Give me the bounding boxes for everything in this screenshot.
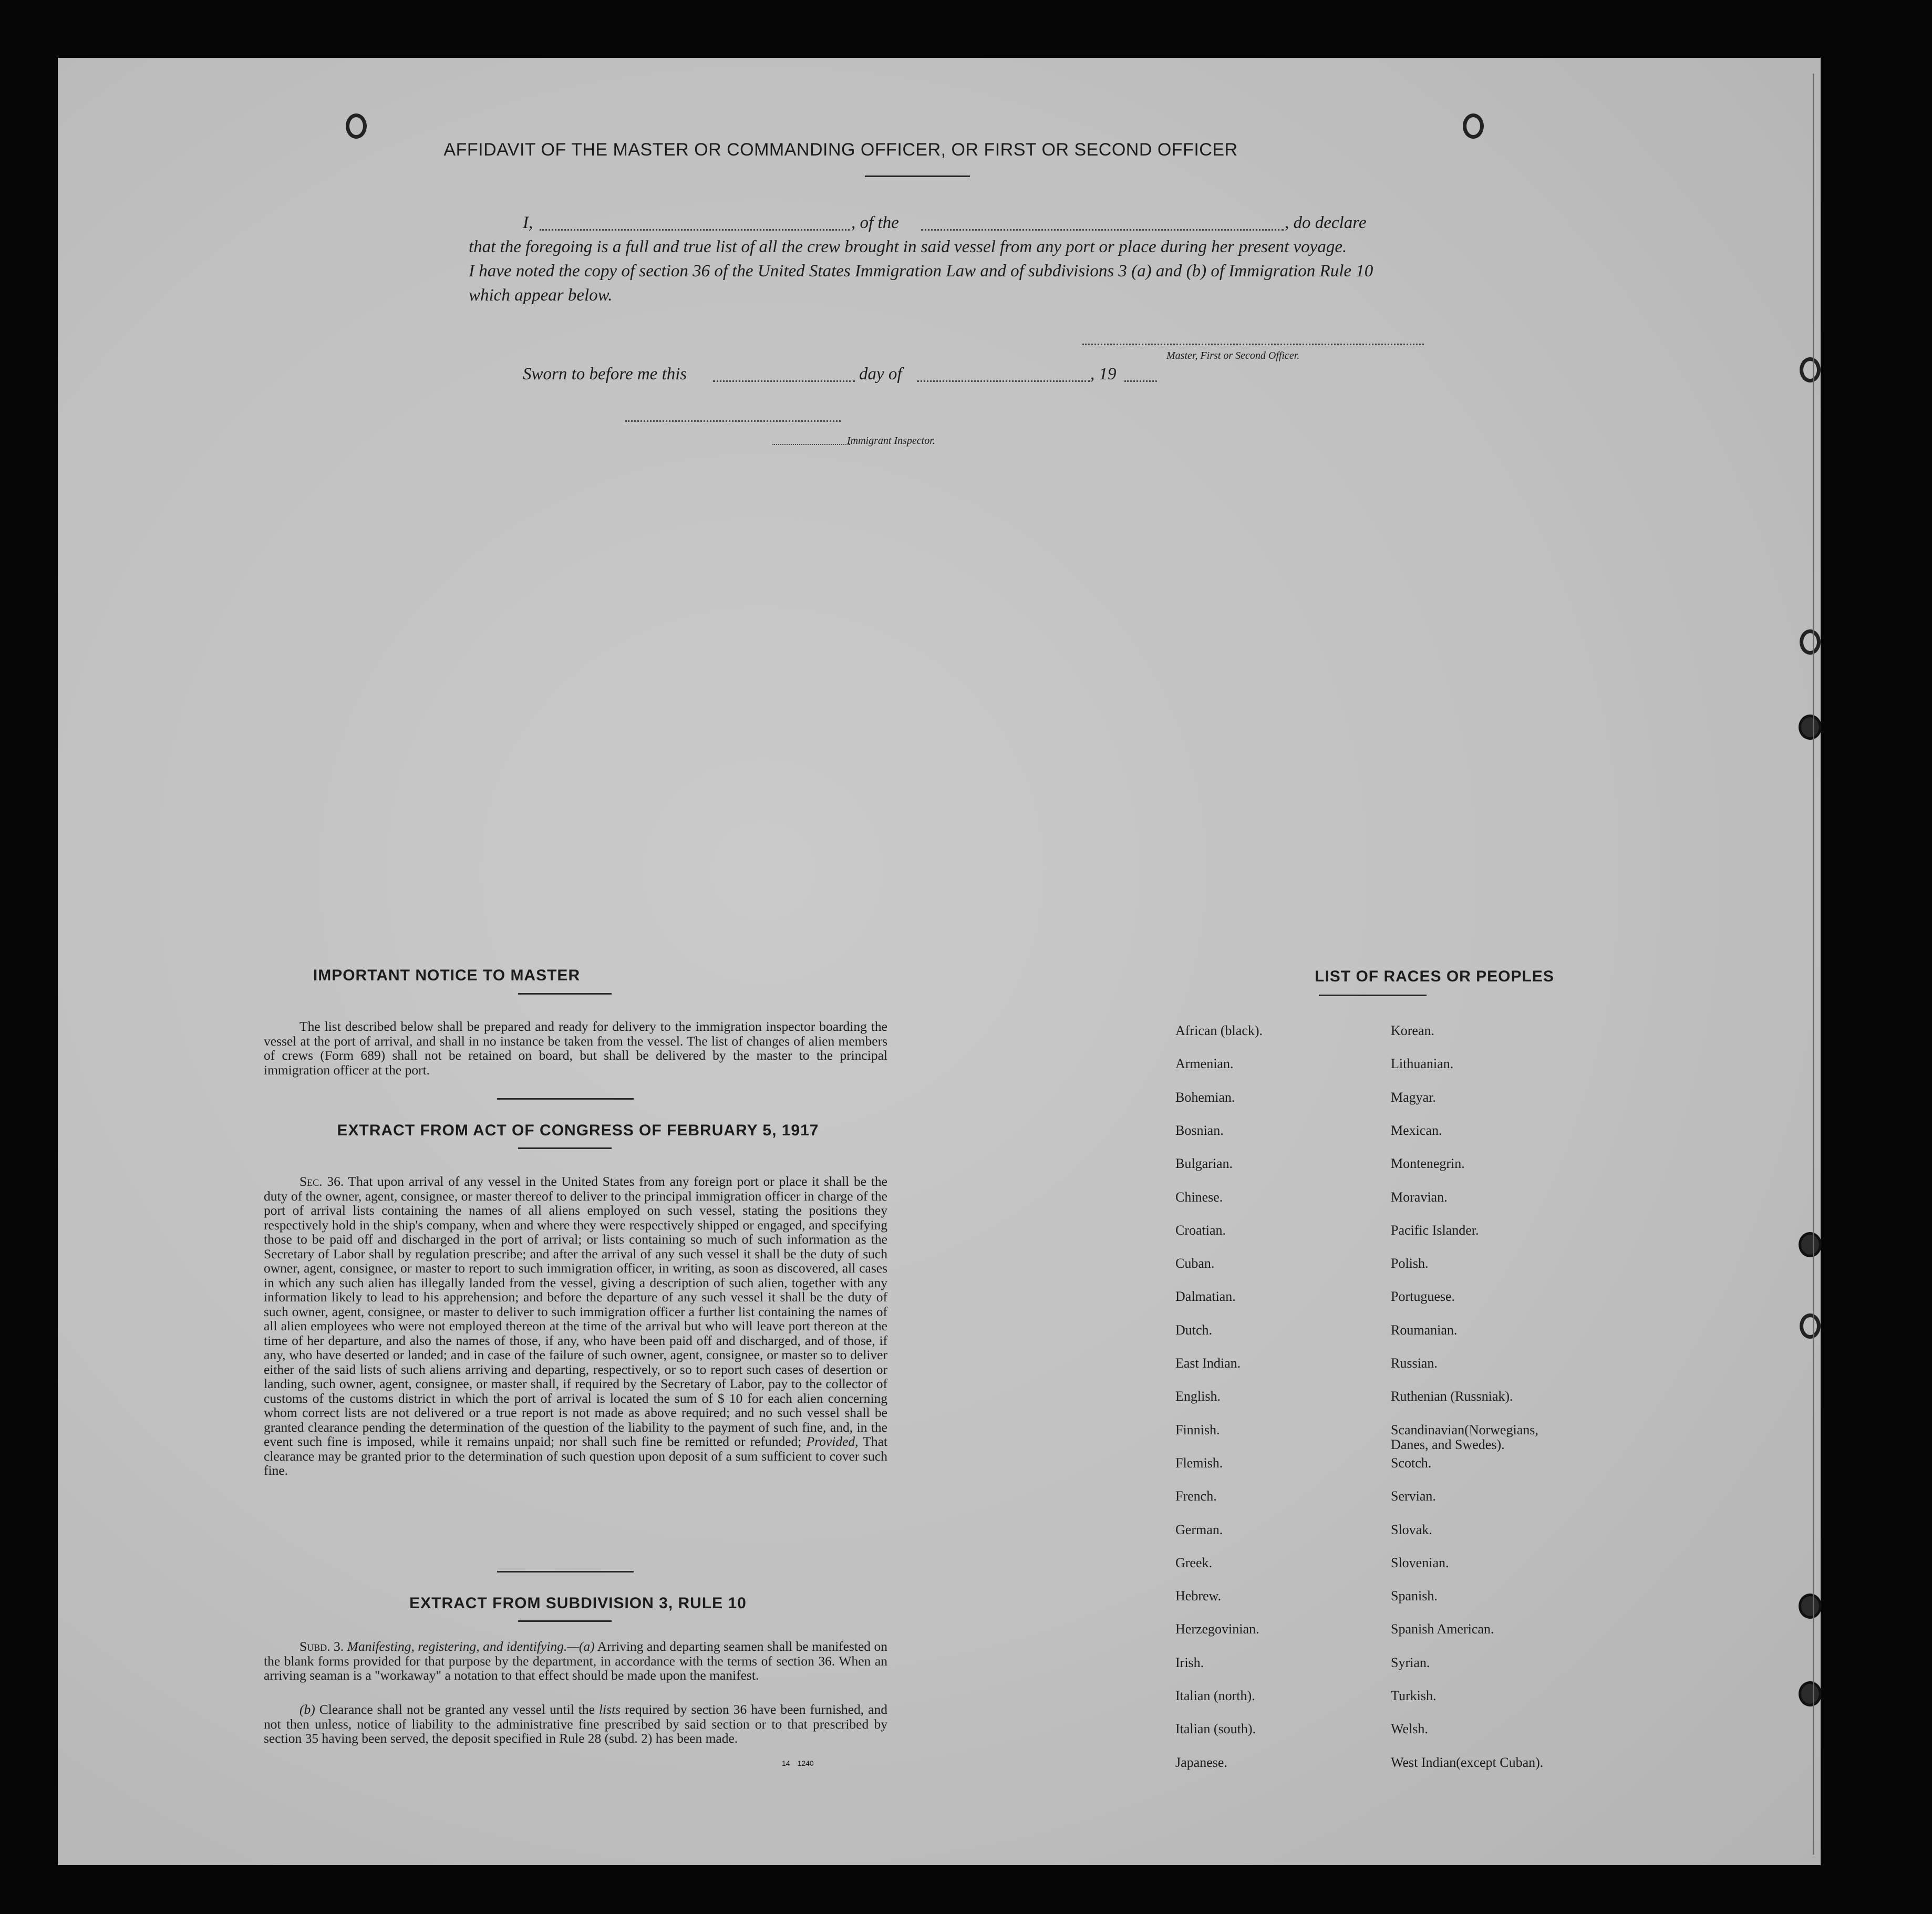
race-item: Italian (south). bbox=[1175, 1721, 1256, 1737]
divider bbox=[497, 1571, 634, 1572]
year-label: , 19 bbox=[1090, 365, 1117, 384]
provided-label: Provided, bbox=[806, 1434, 859, 1449]
notice-body: The list described below shall be prepared and ready for delivery to the immigration inspector boarding the vessel at the port of arrival, and shall in no instance be taken from the vessel. The list of changes of alien members of crews (Form 689) shall not be retained on board, but shall be delivered by the master to the principal immigration officer at the port. bbox=[264, 1019, 887, 1078]
race-item: Russian. bbox=[1391, 1356, 1438, 1371]
section-text: That upon arrival of any vessel in the United States from any foreign port or place it shall be the duty of the owner, agent, consignee, or master thereof to deliver to the principal immigration officer in charge of the port of arrival lists containing the names of all aliens employed on such vessel, stating the positions they respectively hold in the ship's company, when and where they were respectively shipped or engaged, and specifying those to be paid off and discharged in the port of arrival; or lists containing so much of such information as the Secretary of Labor shall by regulation prescribe; and after the arrival of any such vessel it shall be the duty of such owner, agent, consignee, or master to report to such immigration officer, in writing, as soon as discovered, all cases in which any such alien has illegally landed from the vessel, giving a description of such alien, together with any information likely to lead to his apprehension; and before the departure of any such vessel it shall be the duty of such owner, agent, consignee, or master to deliver to such immigration officer a further list containing the names of all alien employees who were not employed thereon at the time of the arrival but who will leave port thereon at the time of her departure, and also the names of those, if any, who have been paid off and discharged, and of those, if any, who have deserted or landed; and in case of the failure of such owner, agent, consignee, or master so to deliver either of the said lists of such aliens arriving and departing, respectively, or so to report such cases of desertion or landing, such owner, agent, consignee, or master shall, if required by the Secretary of Labor, pay to the collector of customs of the customs district in which the port of arrival is located the sum of $ 10 for each alien concerning whom correct lists are not delivered or a true report is not made as above required; and no such vessel shall be granted clearance pending the determination of the question of the liability to the payment of such fine, and, in the event such fine is imposed, while it remains unpaid; nor shall such fine be remitted or refunded; bbox=[264, 1174, 887, 1449]
notice-heading: IMPORTANT NOTICE TO MASTER bbox=[313, 967, 581, 984]
race-item: Italian (north). bbox=[1175, 1688, 1255, 1703]
day-of-label: day of bbox=[859, 365, 902, 384]
race-item: Montenegrin. bbox=[1391, 1156, 1465, 1172]
race-item: East Indian. bbox=[1175, 1356, 1241, 1371]
vessel-blank[interactable] bbox=[921, 229, 1284, 231]
race-item: Korean. bbox=[1391, 1023, 1435, 1038]
race-item: Servian. bbox=[1391, 1488, 1436, 1504]
affidavit-title: AFFIDAVIT OF THE MASTER OR COMMANDING OFFICER, OR FIRST OR SECOND OFFICER bbox=[443, 140, 1238, 160]
punch-hole bbox=[1800, 357, 1821, 382]
race-item: Pacific Islander. bbox=[1391, 1222, 1479, 1238]
divider bbox=[1319, 995, 1427, 996]
month-blank[interactable] bbox=[917, 380, 1090, 382]
divider bbox=[518, 1147, 612, 1149]
paragraph-b-text: Clearance shall not be granted any vessel until the bbox=[319, 1702, 595, 1717]
paragraph-b-label: (b) bbox=[299, 1702, 315, 1717]
paragraph-b-text-end: required by section 36 have been furnished, and not then unless, notice of liability to the administrative fine prescribed by said section or to that prescribed by section 35 having been served, the deposit specified in Rule 28 (subd. 2) has been made. bbox=[264, 1702, 887, 1746]
race-item: Cuban. bbox=[1175, 1256, 1215, 1271]
inspector-signature-blank[interactable] bbox=[625, 420, 841, 422]
sworn-label: Sworn to before me this bbox=[523, 365, 687, 384]
race-item: Irish. bbox=[1175, 1654, 1204, 1670]
punch-hole bbox=[1799, 1232, 1822, 1257]
race-item: Dalmatian. bbox=[1175, 1289, 1236, 1305]
punch-hole bbox=[1799, 715, 1822, 740]
race-item: Slovak. bbox=[1391, 1522, 1432, 1537]
i-label: I, bbox=[523, 213, 533, 232]
divider bbox=[865, 175, 970, 177]
punch-hole bbox=[1463, 113, 1484, 139]
section-text-end: That clearance may be granted prior to the determination of such question upon deposit of a sum sufficient to cover such fine. bbox=[264, 1434, 888, 1478]
race-item: Mexican. bbox=[1391, 1122, 1442, 1138]
race-item: Scandinavian(Norwegians, Danes, and Swedes). bbox=[1391, 1422, 1538, 1452]
race-item: Lithuanian. bbox=[1391, 1056, 1454, 1072]
races-heading: LIST OF RACES OR PEOPLES bbox=[1315, 968, 1554, 985]
race-item: Spanish. bbox=[1391, 1588, 1438, 1604]
paragraph-b-lists: lists bbox=[598, 1702, 621, 1717]
race-item: Welsh. bbox=[1391, 1721, 1428, 1737]
year-blank[interactable] bbox=[1124, 380, 1157, 382]
signature-label: Master, First or Second Officer. bbox=[1166, 350, 1300, 361]
race-item: Roumanian. bbox=[1391, 1322, 1458, 1338]
race-item: Finnish. bbox=[1175, 1422, 1220, 1437]
race-item: German. bbox=[1175, 1522, 1223, 1537]
race-item: West Indian(except Cuban). bbox=[1391, 1754, 1544, 1770]
race-item: Greek. bbox=[1175, 1555, 1213, 1570]
race-item: Herzegovinian. bbox=[1175, 1621, 1259, 1637]
rule-body-a bbox=[264, 1639, 887, 1683]
race-item: Armenian. bbox=[1175, 1056, 1234, 1072]
signature-blank[interactable] bbox=[1082, 344, 1424, 345]
race-item: Turkish. bbox=[1391, 1688, 1437, 1703]
race-item: Japanese. bbox=[1175, 1754, 1227, 1770]
race-item: Croatian. bbox=[1175, 1222, 1226, 1238]
race-item: English. bbox=[1175, 1389, 1221, 1404]
subdivision-title: Manifesting, registering, and identifying.—(a) bbox=[347, 1639, 595, 1654]
document-page bbox=[58, 58, 1821, 1865]
race-item: Hebrew. bbox=[1175, 1588, 1222, 1604]
race-item: Magyar. bbox=[1391, 1089, 1436, 1105]
day-blank[interactable] bbox=[713, 380, 855, 382]
race-item: African (black). bbox=[1175, 1023, 1263, 1038]
declaration-line bbox=[465, 211, 1542, 235]
do-declare-label: , do declare bbox=[1285, 213, 1367, 232]
divider bbox=[518, 1620, 612, 1622]
race-item: Polish. bbox=[1391, 1256, 1429, 1271]
race-item: Portuguese. bbox=[1391, 1289, 1455, 1305]
race-item: Dutch. bbox=[1175, 1322, 1213, 1338]
name-blank[interactable] bbox=[540, 229, 850, 231]
declaration-line-2: that the foregoing is a full and true list of all the crew brought in said vessel from any port or place during her present voyage. bbox=[469, 237, 1347, 256]
race-item: Syrian. bbox=[1391, 1654, 1430, 1670]
inspector-label: Immigrant Inspector. bbox=[847, 435, 935, 447]
act-body bbox=[264, 1174, 887, 1478]
race-item: Moravian. bbox=[1391, 1189, 1448, 1205]
paragraph-a: Arriving and departing seamen shall be manifested on the blank forms provided for that purpose by the department, in accordance with the terms of section 36. When an arriving seaman is a "workaway" a notation to that effect should be made upon the manifest. bbox=[264, 1639, 888, 1683]
of-the-label: , of the bbox=[851, 213, 899, 232]
punch-hole bbox=[346, 113, 367, 139]
inspector-leader bbox=[772, 444, 850, 445]
sworn-line bbox=[523, 363, 1206, 386]
punch-hole bbox=[1800, 1313, 1821, 1339]
declaration-line-3: I have noted the copy of section 36 of the United States Immigration Law and of subdivisions 3 (a) and (b) of Immigration Rule 10 bbox=[469, 262, 1373, 281]
declaration-line-4: which appear below. bbox=[469, 286, 613, 305]
race-item: Bulgarian. bbox=[1175, 1156, 1233, 1172]
act-heading: EXTRACT FROM ACT OF CONGRESS OF FEBRUARY 5, 1917 bbox=[337, 1122, 819, 1139]
race-item: Bosnian. bbox=[1175, 1122, 1224, 1138]
punch-hole bbox=[1799, 1681, 1822, 1706]
rule-body-b bbox=[264, 1702, 887, 1746]
section-label: Sec. 36. bbox=[299, 1174, 344, 1189]
race-item: Slovenian. bbox=[1391, 1555, 1449, 1570]
race-item: Bohemian. bbox=[1175, 1089, 1235, 1105]
punch-hole bbox=[1800, 629, 1821, 655]
race-item: Ruthenian (Russniak). bbox=[1391, 1389, 1513, 1404]
race-item: French. bbox=[1175, 1488, 1217, 1504]
subdivision-label: Subd. 3. bbox=[299, 1639, 344, 1654]
race-item: Spanish American. bbox=[1391, 1621, 1494, 1637]
race-item: Scotch. bbox=[1391, 1455, 1432, 1471]
paper-edge bbox=[1813, 74, 1814, 1855]
divider bbox=[518, 993, 612, 995]
divider bbox=[497, 1098, 634, 1100]
rule-heading: EXTRACT FROM SUBDIVISION 3, RULE 10 bbox=[409, 1595, 747, 1612]
race-item: Chinese. bbox=[1175, 1189, 1223, 1205]
punch-hole bbox=[1799, 1594, 1822, 1619]
race-item: Flemish. bbox=[1175, 1455, 1223, 1471]
form-number: 14—1240 bbox=[782, 1759, 814, 1767]
